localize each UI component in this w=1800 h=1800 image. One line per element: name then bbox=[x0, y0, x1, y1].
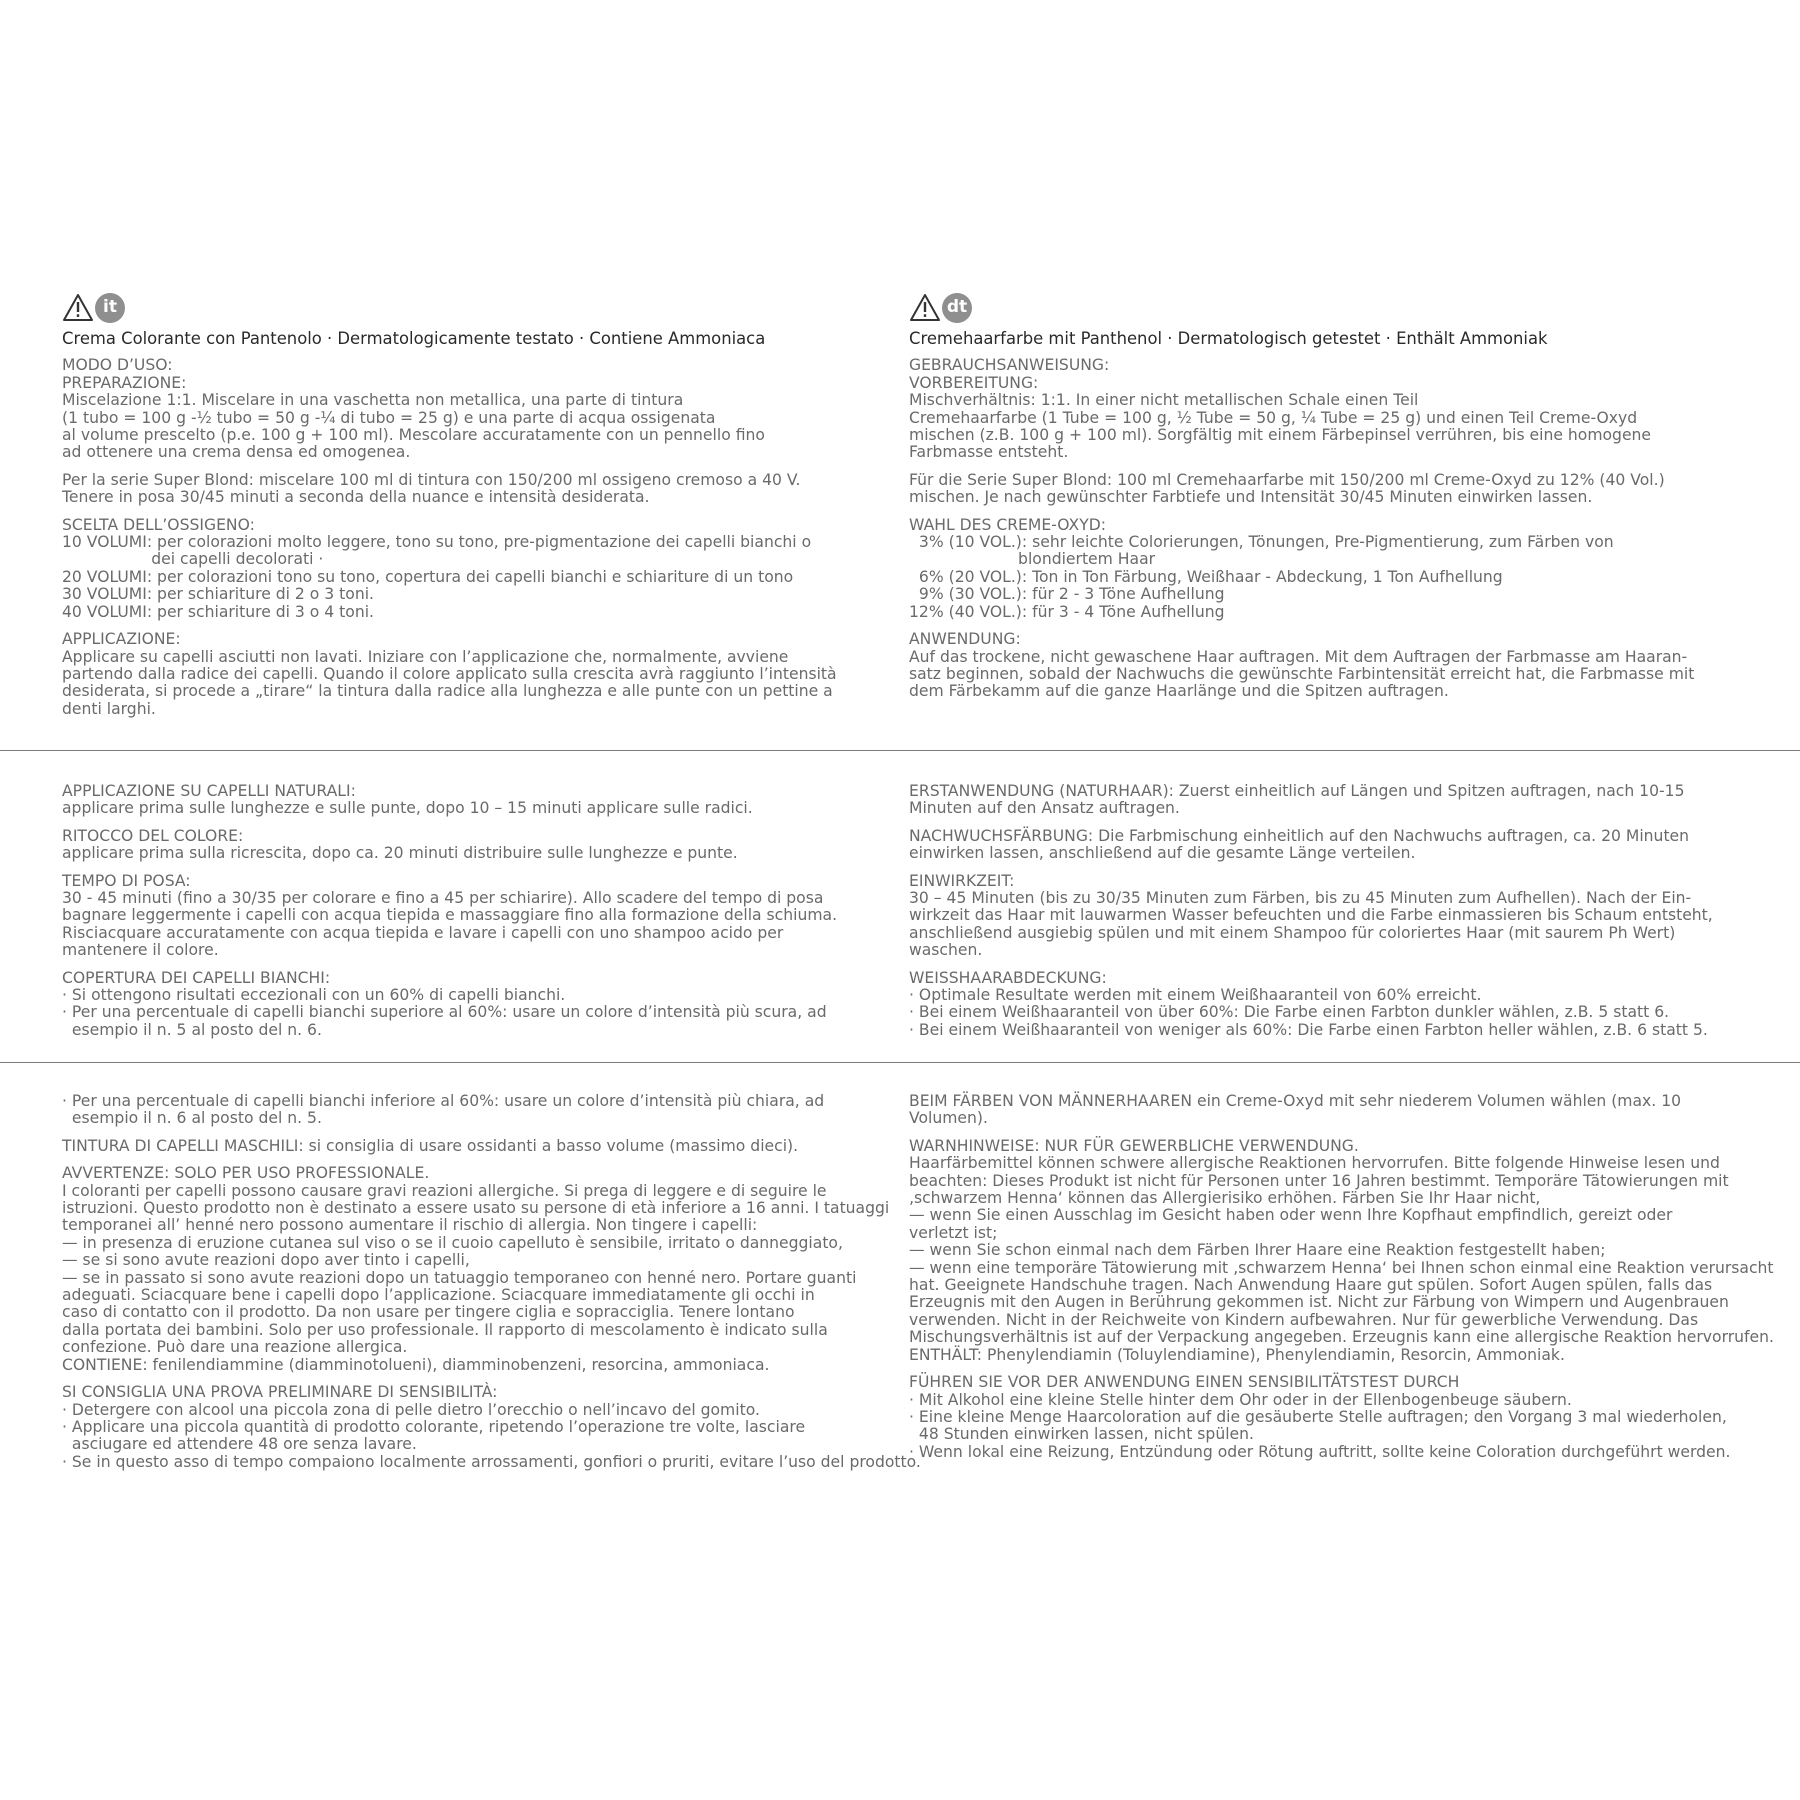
text-line: — in presenza di eruzione cutanea sul viso o se il cuoio capelluto è sensibile, irritato o danneggiato, bbox=[62, 1233, 843, 1252]
dt-instructions bbox=[909, 357, 1694, 700]
text-line: mischen (z.B. 100 g + 100 ml). Sorgfältig mit einem Färbepinsel verrühren, bis eine homogene bbox=[909, 426, 1652, 445]
text-line: al volume prescelto (p.e. 100 g + 100 ml). Mescolare accuratamente con un pennello fino bbox=[62, 426, 765, 445]
it-instructions bbox=[62, 357, 837, 718]
text-line: denti larghi. bbox=[62, 699, 156, 718]
text-line: NACHWUCHSFÄRBUNG: Die Farbmischung einheitlich auf den Nachwuchs auftragen, ca. 20 Minuten bbox=[909, 826, 1690, 845]
text-line: TEMPO DI POSA: bbox=[62, 871, 191, 890]
text-line: Für die Serie Super Blond: 100 ml Cremehaarfarbe mit 150/200 ml Creme-Oxyd zu 12% (40 Vol.) bbox=[909, 470, 1665, 489]
text-line: Applicare su capelli asciutti non lavati. Iniziare con l’applicazione che, normalmente, avviene bbox=[62, 647, 789, 666]
text-line: · Si ottengono risultati eccezionali con un 60% di capelli bianchi. bbox=[62, 986, 566, 1005]
text-line: TINTURA DI CAPELLI MASCHILI: si consiglia di usare ossidanti a basso volume (massimo dieci). bbox=[62, 1136, 799, 1155]
text-line: · Se in questo asso di tempo compaiono localmente arrossamenti, gonfiori o pruriti, evitare l’uso del prodotto. bbox=[62, 1452, 921, 1471]
text-line: 30 - 45 minuti (fino a 30/35 per colorare e fino a 45 per schiarire). Allo scadere del tempo di posa bbox=[62, 889, 824, 908]
text-line: FÜHREN SIE VOR DER ANWENDUNG EINEN SENSIBILITÄTSTEST DURCH bbox=[909, 1373, 1460, 1392]
text-line: wirkzeit das Haar mit lauwarmen Wasser befeuchten und die Farbe einmassieren bis Schaum entsteht, bbox=[909, 906, 1713, 925]
text-line: — wenn Sie einen Ausschlag im Gesicht haben oder wenn Ihre Kopfhaut empfindlich, gereizt oder bbox=[909, 1206, 1673, 1225]
text-line: GEBRAUCHSANWEISUNG: bbox=[909, 356, 1110, 375]
text-line: bagnare leggermente i capelli con acqua tiepida e massaggiare fino alla formazione della schiuma. bbox=[62, 906, 838, 925]
text-line: · Mit Alkohol eine kleine Stelle hinter dem Ohr oder in der Ellenbogenbeuge säubern. bbox=[909, 1390, 1572, 1409]
text-line: EINWIRKZEIT: bbox=[909, 871, 1015, 890]
text-line: SCELTA DELL’OSSIGENO: bbox=[62, 515, 255, 534]
text-line: verletzt ist; bbox=[909, 1223, 998, 1242]
text-line: Mischungsverhältnis ist auf der Verpackung angegeben. Erzeugnis kann eine allergische Reaktion hervorrufen. bbox=[909, 1328, 1774, 1347]
text-line: dalla portata dei bambini. Solo per uso professionale. Il rapporto di mescolamento è indicato sulla bbox=[62, 1320, 828, 1339]
text-line: VORBEREITUNG: bbox=[909, 373, 1039, 392]
text-line: CONTIENE: fenilendiammine (diamminotolueni), diamminobenzeni, resorcina, ammoniaca. bbox=[62, 1355, 770, 1374]
it-section-2 bbox=[62, 783, 837, 1039]
text-line: 48 Stunden einwirken lassen, nicht spülen. bbox=[909, 1425, 1254, 1444]
text-line: einwirken lassen, anschließend auf die gesamte Länge verteilen. bbox=[909, 844, 1416, 863]
text-line: · Eine kleine Menge Haarcoloration auf die gesäuberte Stelle auftragen; den Vorgang 3 mal wiederholen, bbox=[909, 1407, 1727, 1426]
dt-product-line: Cremehaarfarbe mit Panthenol · Dermatologisch getestet · Enthält Ammoniak bbox=[909, 329, 1548, 348]
text-line: AVVERTENZE: SOLO PER USO PROFESSIONALE. bbox=[62, 1164, 430, 1183]
text-line: Volumen). bbox=[909, 1109, 988, 1128]
text-line: Erzeugnis mit den Augen in Berührung gekommen ist. Nicht zur Färbung von Wimpern und Augenbrauen bbox=[909, 1293, 1729, 1312]
warning-icon bbox=[62, 293, 94, 322]
text-line: mischen. Je nach gewünschter Farbtiefe und Intensität 30/45 Minuten einwirken lassen. bbox=[909, 488, 1593, 507]
text-line: satz beginnen, sobald der Nachwuchs die gewünschte Farbintensität erreicht hat, die Farbmasse mit bbox=[909, 664, 1695, 683]
text-line: hat. Geeignete Handschuhe tragen. Nach Anwendung Haare gut spülen. Sofort Augen spülen, falls das bbox=[909, 1276, 1713, 1295]
dt-section-1 bbox=[909, 330, 1694, 701]
text-line: Mischverhältnis: 1:1. In einer nicht metallischen Schale einen Teil bbox=[909, 391, 1419, 410]
text-line: partendo dalla radice dei capelli. Quando il colore applicato sulla crescita avrà raggiunto l’intensità bbox=[62, 664, 837, 683]
text-line: Miscelazione 1:1. Miscelare in una vaschetta non metallica, una parte di tintura bbox=[62, 391, 684, 410]
text-line: (1 tubo = 100 g -½ tubo = 50 g -¼ di tubo = 25 g) e una parte di acqua ossigenata bbox=[62, 408, 716, 427]
text-line: anschließend ausgiebig spülen und mit einem Shampoo für coloriertes Haar (mit saurem Ph Wert) bbox=[909, 923, 1676, 942]
text-line: esempio il n. 6 al posto del n. 5. bbox=[62, 1109, 322, 1128]
text-line: beachten: Dieses Produkt ist nicht für Personen unter 16 Jahren bestimmt. Temporäre Tätowierungen mit bbox=[909, 1171, 1729, 1190]
text-line: APPLICAZIONE SU CAPELLI NATURALI: bbox=[62, 782, 356, 800]
it-header-icons bbox=[62, 293, 132, 323]
text-line: BEIM FÄRBEN VON MÄNNERHAAREN ein Creme-Oxyd mit sehr niederem Volumen wählen (max. 10 bbox=[909, 1092, 1682, 1110]
text-line: istruzioni. Questo prodotto non è destinato a essere usato su persone di età inferiore a 16 anni. I tatuaggi bbox=[62, 1199, 890, 1218]
text-line: caso di contatto con il prodotto. Da non usare per tingere ciglia e sopracciglia. Tenere lontano bbox=[62, 1303, 795, 1322]
text-line: WEISSHAARABDECKUNG: bbox=[909, 968, 1107, 987]
text-line: confezione. Può dare una reazione allergica. bbox=[62, 1338, 408, 1357]
text-line: · Per una percentuale di capelli bianchi inferiore al 60%: usare un colore d’intensità più chiara, ad bbox=[62, 1092, 825, 1110]
language-badge-dt: dt bbox=[942, 293, 972, 323]
text-line: esempio il n. 5 al posto del n. 6. bbox=[62, 1020, 322, 1039]
text-line: ENTHÄLT: Phenylendiamin (Toluylendiamine), Phenylendiamin, Resorcin, Ammoniak. bbox=[909, 1345, 1565, 1364]
text-line: applicare prima sulle lunghezze e sulle punte, dopo 10 – 15 minuti applicare sulle radici. bbox=[62, 799, 753, 818]
text-line: · Per una percentuale di capelli bianchi superiore al 60%: usare un colore d’intensità più scura, ad bbox=[62, 1003, 827, 1022]
text-line: RITOCCO DEL COLORE: bbox=[62, 826, 244, 845]
text-line: WARNHINWEISE: NUR FÜR GEWERBLICHE VERWENDUNG. bbox=[909, 1136, 1359, 1155]
text-line: ANWENDUNG: bbox=[909, 630, 1021, 649]
text-line: Farbmasse entsteht. bbox=[909, 443, 1069, 462]
language-badge-it: it bbox=[95, 293, 125, 323]
text-line: MODO D’USO: bbox=[62, 356, 173, 375]
warning-icon bbox=[909, 293, 941, 322]
dt-section-2 bbox=[909, 783, 1713, 1039]
text-line: temporanei all’ henné nero possono aumentare il rischio di allergia. Non tingere i capelli: bbox=[62, 1216, 758, 1235]
text-line: · Detergere con alcool una piccola zona di pelle dietro l’orecchio o nell’incavo del gomito. bbox=[62, 1400, 760, 1419]
text-line: — se in passato si sono avute reazioni dopo un tatuaggio temporaneo con henné nero. Portare guanti bbox=[62, 1268, 857, 1287]
text-line: — wenn Sie schon einmal nach dem Färben Ihrer Haare eine Reaktion festgestellt haben; bbox=[909, 1241, 1606, 1260]
text-line: verwenden. Nicht in der Reichweite von Kindern aufbewahren. Nur für gewerbliche Verwendung. Das bbox=[909, 1310, 1699, 1329]
text-line: 20 VOLUMI: per colorazioni tono su tono, copertura dei capelli bianchi e schiariture di un tono bbox=[62, 567, 794, 586]
text-line: applicare prima sulla ricrescita, dopo ca. 20 minuti distribuire sulle lunghezze e punte. bbox=[62, 844, 738, 863]
text-line: APPLICAZIONE: bbox=[62, 630, 181, 649]
text-line: · Applicare una piccola quantità di prodotto colorante, ripetendo l’operazione tre volte, lasciare bbox=[62, 1417, 806, 1436]
text-line: dem Färbekamm auf die ganze Haarlänge und die Spitzen auftragen. bbox=[909, 682, 1449, 701]
text-line: ad ottenere una crema densa ed omogenea. bbox=[62, 443, 411, 462]
text-line: COPERTURA DEI CAPELLI BIANCHI: bbox=[62, 968, 331, 987]
text-line: Minuten auf den Ansatz auftragen. bbox=[909, 799, 1180, 818]
text-line: asciugare ed attendere 48 ore senza lavare. bbox=[62, 1435, 417, 1454]
text-line: 40 VOLUMI: per schiariture di 3 o 4 toni. bbox=[62, 602, 375, 621]
text-line: 9% (30 VOL.): für 2 - 3 Töne Aufhellung bbox=[909, 585, 1225, 604]
text-line: 30 VOLUMI: per schiariture di 2 o 3 toni. bbox=[62, 585, 375, 604]
text-line: desiderata, si procede a „tirare“ la tintura dalla radice alla lunghezza e alle punte con un pettine a bbox=[62, 682, 833, 701]
divider bbox=[0, 1062, 1800, 1063]
text-line: Haarfärbemittel können schwere allergische Reaktionen hervorrufen. Bitte folgende Hinweise lesen und bbox=[909, 1154, 1720, 1173]
text-line: Risciacquare accuratamente con acqua tiepida e lavare i capelli con uno shampoo acido per bbox=[62, 923, 784, 942]
text-line: 12% (40 VOL.): für 3 - 4 Töne Aufhellung bbox=[909, 602, 1225, 621]
text-line: ERSTANWENDUNG (NATURHAAR): Zuerst einheitlich auf Längen und Spitzen auftragen, nach 10-15 bbox=[909, 782, 1685, 800]
text-line: · Bei einem Weißhaaranteil von weniger als 60%: Die Farbe einen Farbton heller wählen, z.B. 6 statt 5. bbox=[909, 1020, 1708, 1039]
text-line: 10 VOLUMI: per colorazioni molto leggere, tono su tono, pre-pigmentazione dei capelli bianchi o bbox=[62, 533, 812, 552]
text-line: · Bei einem Weißhaaranteil von über 60%: Die Farbe einen Farbton dunkler wählen, z.B. 5 statt 6. bbox=[909, 1003, 1670, 1022]
text-line: SI CONSIGLIA UNA PROVA PRELIMINARE DI SENSIBILITÀ: bbox=[62, 1383, 498, 1402]
text-line: adeguati. Sciacquare bene i capelli dopo l’applicazione. Sciacquare immediatamente gli occhi in bbox=[62, 1286, 815, 1305]
text-line: Per la serie Super Blond: miscelare 100 ml di tintura con 150/200 ml ossigeno cremoso a 40 V. bbox=[62, 470, 801, 489]
text-line: 30 – 45 Minuten (bis zu 30/35 Minuten zum Färben, bis zu 45 Minuten zum Aufhellen). Nach der Ein- bbox=[909, 889, 1692, 908]
text-line: dei capelli decolorati · bbox=[62, 550, 324, 569]
text-line: — wenn eine temporäre Tätowierung mit ‚schwarzem Henna‘ bei Ihnen schon einmal eine Reaktion verursacht bbox=[909, 1258, 1774, 1277]
text-line: 3% (10 VOL.): sehr leichte Colorierungen, Tönungen, Pre-Pigmentierung, zum Färben von bbox=[909, 533, 1614, 552]
divider bbox=[0, 750, 1800, 751]
text-line: ‚schwarzem Henna‘ können das Allergierisiko erhöhen. Färben Sie Ihr Haar nicht, bbox=[909, 1189, 1541, 1208]
text-line: waschen. bbox=[909, 941, 983, 960]
text-line: Auf das trockene, nicht gewaschene Haar auftragen. Mit dem Auftragen der Farbmasse am Haaran- bbox=[909, 647, 1688, 666]
text-line: WAHL DES CREME-OXYD: bbox=[909, 515, 1107, 534]
text-line: 6% (20 VOL.): Ton in Ton Färbung, Weißhaar - Abdeckung, 1 Ton Aufhellung bbox=[909, 567, 1503, 586]
text-line: · Wenn lokal eine Reizung, Entzündung oder Rötung auftritt, sollte keine Coloration durchgeführt werden. bbox=[909, 1442, 1731, 1461]
text-line: mantenere il colore. bbox=[62, 941, 219, 960]
it-product-line: Crema Colorante con Pantenolo · Dermatologicamente testato · Contiene Ammoniaca bbox=[62, 329, 766, 348]
dt-header-icons bbox=[909, 293, 979, 323]
dt-section-3 bbox=[909, 1093, 1774, 1461]
text-line: Tenere in posa 30/45 minuti a seconda della nuance e intensità desiderata. bbox=[62, 488, 650, 507]
text-line: I coloranti per capelli possono causare gravi reazioni allergiche. Si prega di leggere e di seguire le bbox=[62, 1181, 827, 1200]
text-line: Cremehaarfarbe (1 Tube = 100 g, ½ Tube = 50 g, ¼ Tube = 25 g) und einen Teil Creme-Oxyd bbox=[909, 408, 1638, 427]
text-line: PREPARAZIONE: bbox=[62, 373, 187, 392]
text-line: — se si sono avute reazioni dopo aver tinto i capelli, bbox=[62, 1251, 470, 1270]
text-line: · Optimale Resultate werden mit einem Weißhaaranteil von 60% erreicht. bbox=[909, 986, 1482, 1005]
text-line: blondiertem Haar bbox=[909, 550, 1156, 569]
it-section-1 bbox=[62, 330, 837, 718]
it-section-3 bbox=[62, 1093, 921, 1471]
